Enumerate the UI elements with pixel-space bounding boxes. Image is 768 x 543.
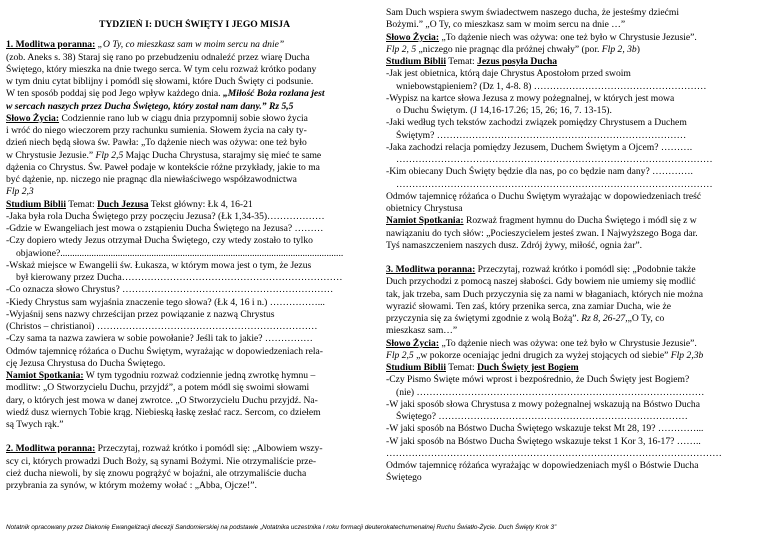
text-line: mieszkasz sam…”: [386, 325, 458, 337]
bible-study-heading: Studium Biblii Temat: Jezus posyła Ducha: [386, 56, 558, 67]
text-line: Świętego, który mieszka na dnie twego serca. W tym celu rozważ krótko podany: [6, 63, 317, 75]
question-line: (Christos – christianoi) ……………………………………………………………: [6, 321, 318, 332]
question-line: -Jaka była rola Ducha Świętego przy poczęciu Jezusa? (Łk 1,34-35)………………: [6, 210, 325, 222]
text-line: Świętego: [386, 472, 422, 484]
question-line: -Gdzie w Ewangeliach jest mowa o zstąpieniu Ducha Świętego na Jezusa? ………: [6, 223, 324, 234]
text-line: w sercach naszych przez Ducha Świętego, który został nam dany.” Rz 5,5: [6, 100, 294, 112]
text-line: być dążenie, np. niczego nie pragnąc dla niewłaściwego współzawodnictwa: [6, 174, 297, 185]
footer-note: Notatnik opracowany przez Diakonię Ewangelizacji diecezji Sandomierskiej na podstawie „Notatnika uczestnika I roku formacji deuterokatechumenalnej Ruchu Światło-Życie. Duch Święty Krok 3”: [6, 524, 557, 531]
question-line: o Duchu Świętym. (J 14,16-17.26; 15, 26; 16, 7. 13-15).: [396, 105, 612, 116]
right-column: [386, 7, 764, 485]
question-line: -Wskaż miejsce w Ewangelii św. Łukasza, w którym mowa jest o tym, że Jezus: [6, 259, 312, 271]
question-line: ………………………………………………………………………………………: [396, 154, 713, 165]
text-line: w Chrystusie Jezusie.” Flp 2,5 Mając Ducha Chrystusa, starajmy się mieć te same: [6, 149, 322, 161]
text-line: scy ci, których prowadzi Duch Boży, są synami Bożymi. Nie otrzymaliście prze-: [6, 455, 317, 467]
text-line: Bożymi.” „O Ty, co mieszkasz sam w moim sercu na dnie …”: [386, 19, 626, 31]
text-line: wyrazić słowami. Ten zaś, który przenika serca, zna zamiar Ducha, wie że: [386, 300, 671, 312]
morning-prayer-1-heading: 1. Modlitwa poranna: „O Ty, co mieszkasz sam w moim sercu na dnie”: [6, 39, 285, 51]
bible-study-heading: Studium Biblii Temat: Duch Święty jest Bogiem: [386, 362, 579, 373]
morning-prayer-3-heading: 3. Modlitwa poranna: Przeczytaj, rozważ krótko i pomódl się: „Podobnie także: [386, 264, 696, 275]
question-line: -Czy Pismo Święte mówi wprost i bezpośrednio, że Duch Święty jest Bogiem?: [386, 374, 690, 386]
question-line: (nie) ………………………………………………………………………………: [396, 386, 705, 398]
text-line: Odmów tajemnicę różańca o Duchu Świętym, wyrażając w dopowiedzeniach rela-: [6, 345, 323, 357]
text-line: cję Jezusa Chrystusa do Ducha Świętego.: [6, 357, 166, 369]
question-line: -Wyjaśnij sens nazwy chrześcijan przez powiązanie z nazwą Chrystus: [6, 308, 275, 320]
text-line: Odmów tajemnicę różańca wyrażając w dopowiedzeniach myśl o Bóstwie Ducha: [386, 460, 699, 471]
left-column: [6, 7, 383, 492]
question-line: -Jaka zachodzi relacja pomiędzy Jezusem, Duchem Świętym a Ojcem? ……….: [386, 141, 693, 153]
text-line: przyczynia się za świętymi zgodnie z wolą Bożą”. Rz 8, 26-27,„O Ty, co: [386, 313, 665, 324]
text-line: dążenia co Chrystus. Św. Paweł podaje w kontekście różne przykłady, jakie to ma: [6, 161, 320, 173]
text-line: modlitw: „O Stworzycielu Duchu, przyjdź”, a potem módl się swoimi słowami: [6, 382, 310, 394]
question-line: -Jak jest obietnica, którą daje Chrystus Apostołom przed swoim: [386, 68, 631, 80]
question-line: -Czy dopiero wtedy Jezus otrzymał Ducha Świętego, czy wtedy zostało to tylko: [6, 235, 313, 247]
text-line: przybrania za synów, w którym możemy wołać : „Abba, Ojcze!”.: [6, 480, 257, 491]
text-line: cież ducha niewoli, by się znowu pogrążyć w bojaźni, ale otrzymaliście ducha: [6, 467, 307, 479]
text-line: W ten sposób poddaj się pod Jego wpływ każdego dnia. „Miłość Boża rozlana jest: [6, 88, 325, 100]
text-line: Flp 2,5 „w pokorze oceniając jedni drugich za wyżej stojących od siebie” Flp 2,3b: [386, 349, 704, 361]
word-of-life-heading: Słowo Życia: Codziennie rano lub w ciągu dnia przypomnij sobie słowo życia: [6, 112, 308, 124]
text-line: (zob. Aneks s. 38) Staraj się rano po przebudzeniu odnaleźć przez wiarę Ducha: [6, 51, 310, 63]
text-line: Duch przychodzi z pomocą naszej słabości. Gdy bowiem nie umiemy się modlić: [386, 276, 696, 288]
bible-study-heading: Studium Biblii Temat: Duch Jezusa Tekst główny: Łk 4, 16-21: [6, 198, 253, 210]
question-line: Świętym? ……………………………………………………………………: [396, 129, 687, 141]
word-of-life-heading: Słowo Życia: „To dążenie niech was ożywa: one też było w Chrystusie Jezusie”.: [386, 31, 697, 43]
text-line: obietnicy Chrystusa: [386, 203, 463, 214]
text-line: wiedź dusz wiernych Tobie krąg. Niebieską łaskę zesłać racz. Sercom, co dziełem: [6, 406, 321, 418]
question-line: -W jaki sposób na Bóstwo Ducha Świętego wskazuje tekst Mt 28, 19? …………...: [386, 423, 704, 435]
question-line: objawione?......................................................................................................................: [16, 247, 344, 259]
question-line: -Czy sama ta nazwa zawiera w sobie powołanie? Jeśli tak to jakie? ……………: [6, 333, 313, 345]
word-of-life-heading: Słowo Życia: „To dążenie niech was ożywa: one też było w Chrystusie Jezusie”.: [386, 337, 697, 349]
text-line: Odmów tajemnicę różańca o Duchu Świętym wyrażając w dopowiedzeniach treść: [386, 190, 702, 202]
question-line: ……………………………………………………………………………………………: [386, 447, 722, 459]
question-line: -W jaki sposób na Bóstwo Ducha Świętego wskazuje tekst 1 Kor 3, 16-17? ……..: [386, 435, 701, 447]
question-line: ………………………………………………………………………………………: [396, 178, 713, 190]
text-line: nawiązaniu do tych słów: „Pocieszycielem jesteś zwan. I Najwyższego Boga dar.: [386, 227, 698, 239]
question-line: wniebowstąpieniem? (Dz 1, 4-8. 8) ………………………………………………: [396, 80, 707, 92]
text-line: Sam Duch wspiera swym świadectwem naszego ducha, że jesteśmy dziećmi: [386, 7, 680, 18]
question-line: -Co oznacza słowo Chrystus? …………………………………………………………: [6, 284, 334, 296]
question-line: -Jaki według tych tekstów zachodzi związek pomiędzy Chrystusem a Duchem: [386, 117, 687, 129]
meeting-tent-heading: Namiot Spotkania: Rozważ fragment hymnu do Ducha Świętego i módl się z w: [386, 215, 697, 227]
text-line: są Twych rąk.”: [6, 419, 64, 430]
question-line: -Kiedy Chrystus sam wyjaśnia znaczenie tego słowa? (Łk 4, 16 i n.) ……………...: [6, 296, 325, 308]
page-title: TYDZIEŃ I: DUCH ŚWIĘTY I JEGO MISJA: [98, 19, 291, 30]
morning-prayer-2-heading: 2. Modlitwa poranna: Przeczytaj, rozważ krótko i pomódl się: „Albowiem wszy-: [6, 443, 323, 455]
question-line: Świętego? ……………………………………………………………………: [396, 411, 688, 422]
text-line: dary, o których jest mowa w danej zwrotce. „O Stworzycielu Duchu przyjdź. Na-: [6, 394, 318, 406]
text-line: Tyś namaszczeniem naszych dusz. Zdrój żywy, miłość, ognia żar”.: [386, 239, 643, 251]
text-line: i wróć do niego wieczorem przy rachunku sumienia. Słowem życia na cały ty-: [6, 125, 307, 136]
question-line: -Wypisz na kartce słowa Jezusa z mowy pożegnalnej, w których jest mowa: [386, 92, 675, 104]
meeting-tent-heading: Namiot Spotkania: W tym tygodniu rozważ codziennie jedną zwrotkę hymnu –: [6, 370, 316, 381]
text-line: tak, jak trzeba, sam Duch przyczynia się za nami w błaganiach, których nie można: [386, 288, 703, 300]
text-line: dzień niech będą słowa św. Pawła: „To dążenie niech was ożywa: one też było: [6, 137, 307, 149]
text-line: w tym dniu cytat biblijny i pomódl się słowami, które Duch Święty ci podsunie.: [6, 76, 314, 87]
text-line: Flp 2, 5 „niczego nie pragnąc dla próżnej chwały” (por. Flp 2, 3b): [386, 43, 640, 55]
text-line: Flp 2,3: [6, 186, 34, 198]
question-line: był kierowany przez Ducha……………………………………………………………: [16, 272, 343, 283]
question-line: -Kim obiecany Duch Święty będzie dla nas, po co będzie nam dany? ………….: [386, 166, 693, 178]
question-line: -W jaki sposób słowa Chrystusa z mowy pożegnalnej wskazują na Bóstwo Ducha: [386, 398, 700, 410]
